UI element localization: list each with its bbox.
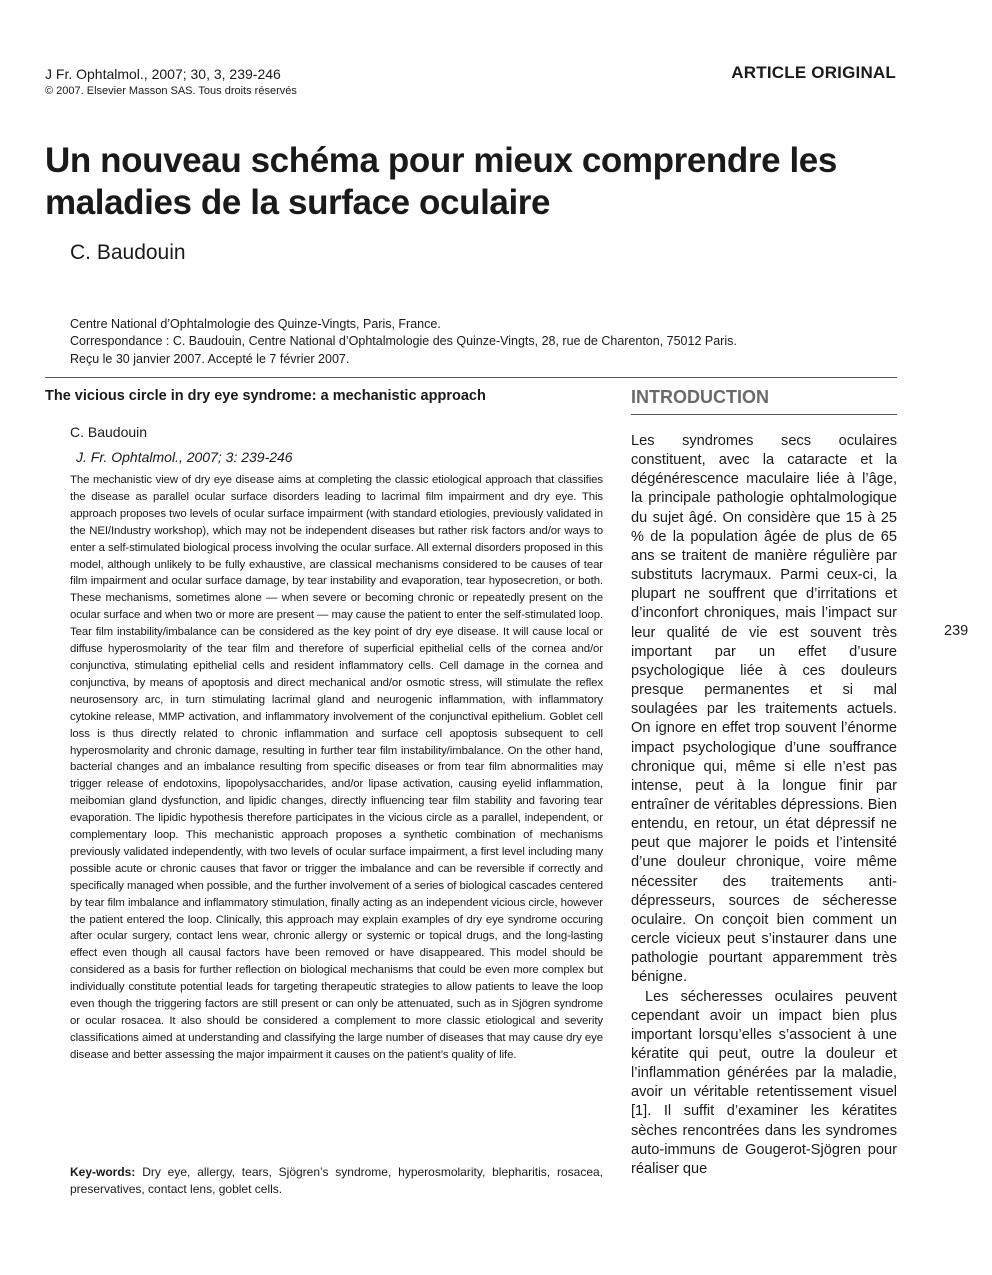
article-type-label: ARTICLE ORIGINAL [731, 63, 896, 82]
section-heading-introduction: INTRODUCTION [631, 387, 769, 407]
paragraph: Les sécheresses oculaires peuvent cependant avoir un impact bien plus important lorsqu’elles s’associent à une kératite qui peut, outre la douleur et l’inflammation générées par la maladie, avoir un véritable retentissement visuel [1]. Il suffit d’examiner les kératites sèches rencontrées dans les syndromes auto-immuns de Gougerot-Sjögren pour réaliser que [631, 988, 897, 1177]
page-number: 239 [944, 623, 969, 639]
received-dates: Reçu le 30 janvier 2007. Accepté le 7 février 2007. [70, 352, 350, 366]
keywords-list: Dry eye, allergy, tears, Sjögren’s syndrome, hyperosmolarity, blepharitis, rosacea, preservatives, contact lens, goblet cells. [70, 1165, 603, 1196]
keywords-label: Key-words: [70, 1165, 136, 1179]
keywords [70, 1164, 603, 1198]
english-abstract: The mechanistic view of dry eye disease aims at completing the classic etiological approach that classifies the disease as parallel ocular surface disorders leading to lacrimal film impairment and dry eye. This approach proposes two levels of ocular surface impairment (with standard etiologies, previously validated in the NEI/Industry workshop), which may not be independent diseases but rather risk factors and/or ways to enter a self-stimulated biological process involving the ocular surface. All external disorders proposed in this model, although unlikely to be fully exhaustive, are classical mechanisms considered to be causes of tear film impairment and ocular surface damage, by tear instability and evaporation, tear hyposecretion, or both. These mechanisms, sometimes alone — when severe or becoming chronic or repeatedly present on the ocular surface and when two or more are present — may cause the patient to enter the self-stimulated loop. Tear film instability/imbalance can be considered as the key point of dry eye disease. It will cause local or diffuse hyperosmolarity of the tear film and therefore of superficial epithelial cells of the cornea and/or conjunctiva, stimulating epithelial cells and resident inflammatory cells. Cell damage in the cornea and conjunctiva, by means of apoptosis and direct mechanical and/or osmotic stress, will stimulate the reflex neurosensory arc, in turn stimulating lacrimal gland and neurogenic inflammation, with inflammatory cytokine release, MMP activation, and inflammatory involvement of the conjunctival epithelium. Goblet cell loss is thus directly related to chronic inflammation and surface cell apoptosis subsequent to cell hyperosmolarity and chronic damage, resulting in further tear film instability/imbalance. On the other hand, bacterial changes and an imbalance resulting from specific diseases or from tear film abnormalities may trigger release of endotoxins, lipopolysaccharides, and/or lipase activation, causing eyelid inflammation, meibomian gland dysfunction, and lipidic changes, directly influencing tear film stability and favoring tear evaporation. The lipidic hypothesis therefore participates in the vicious circle as a parallel, independent, or complementary loop. This mechanistic approach proposes a synthetic combination of mechanisms previously validated independently, with two levels of ocular surface impairment, a first level including many possible acute or chronic causes that favor or trigger the imbalance and can be reversible if correctly and specifically managed when possible, and the further involvement of a series of biological cascades centered by tear film imbalance and inflammatory stimulation, finally acting as an independent vicious circle, however the patient entered the loop. Clinically, this approach may explain examples of dry eye syndrome occuring after ocular surgery, contact lens wear, chronic allergy or systemic or topical drugs, and the long-lasting effect even though all causal factors have been removed or have disappeared. This model should be considered as a basis for further reflection on biological mechanisms that could be even more complex but individually constitute potential leads for targeting therapeutic strategies to allow patients to leave the loop even though the triggering factors are still present or can only be attenuated, such as in Sjögren syndrome or ocular rosacea. It also should be considered a complement to more classic etiological and severity classifications aimed at understanding and classifying the large number of diseases that may cause dry eye disease and better assessing the major impairment it causes on the patient’s quality of life. [70, 474, 603, 1061]
author-name: C. Baudouin [70, 241, 186, 264]
introduction-body [631, 432, 897, 1179]
journal-reference: J Fr. Ophtalmol., 2007; 30, 3, 239-246 [45, 66, 281, 82]
english-reference: J. Fr. Ophtalmol., 2007; 3: 239-246 [76, 449, 293, 465]
section-divider [631, 414, 897, 415]
english-title: The vicious circle in dry eye syndrome: a mechanistic approach [45, 388, 486, 404]
copyright-notice: © 2007. Elsevier Masson SAS. Tous droits réservés [45, 85, 297, 97]
paragraph: Les syndromes secs oculaires constituent, avec la cataracte et la dégénérescence maculaire liée à l’âge, la principale pathologie ophtalmologique du sujet âgé. On considère que 15 à 25 % de la population âgée de plus de 65 ans se traitent de manière régulière par substituts lacrymaux. Parmi ceux-ci, la plupart ne souffrent que d’irritations et d’inconfort chroniques, mais l’impact sur leur qualité de vie est souvent très important par un effet d’usure psychologique liée à ces douleurs presque permanentes et si mal soulagées par les traitements actuels. On ignore en effet trop souvent l’énorme impact psychologique d’une souffrance chronique qui, même si elle n’est pas intense, peut à la longue finir par entraîner de véritables dépressions. Bien entendu, en retour, un état dépressif ne peut que majorer le poids et l’intensité d’une douleur chronique, voire même nécessiter des traitements anti-dépresseurs, sources de sécheresse oculaire. On conçoit bien comment un cercle vicieux peut s’instaurer dans une pathologie pourtant apparemment très bénigne. [631, 433, 897, 986]
correspondence: Correspondance : C. Baudouin, Centre National d’Ophtalmologie des Quinze-Vingts, 28, rue de Charenton, 75012 Paris. [70, 334, 737, 348]
header-divider [45, 377, 897, 378]
article-title: Un nouveau schéma pour mieux comprendre les maladies de la surface oculaire [45, 141, 837, 222]
english-author: C. Baudouin [70, 424, 148, 440]
affiliation: Centre National d’Ophtalmologie des Quinze-Vingts, Paris, France. [70, 317, 441, 331]
